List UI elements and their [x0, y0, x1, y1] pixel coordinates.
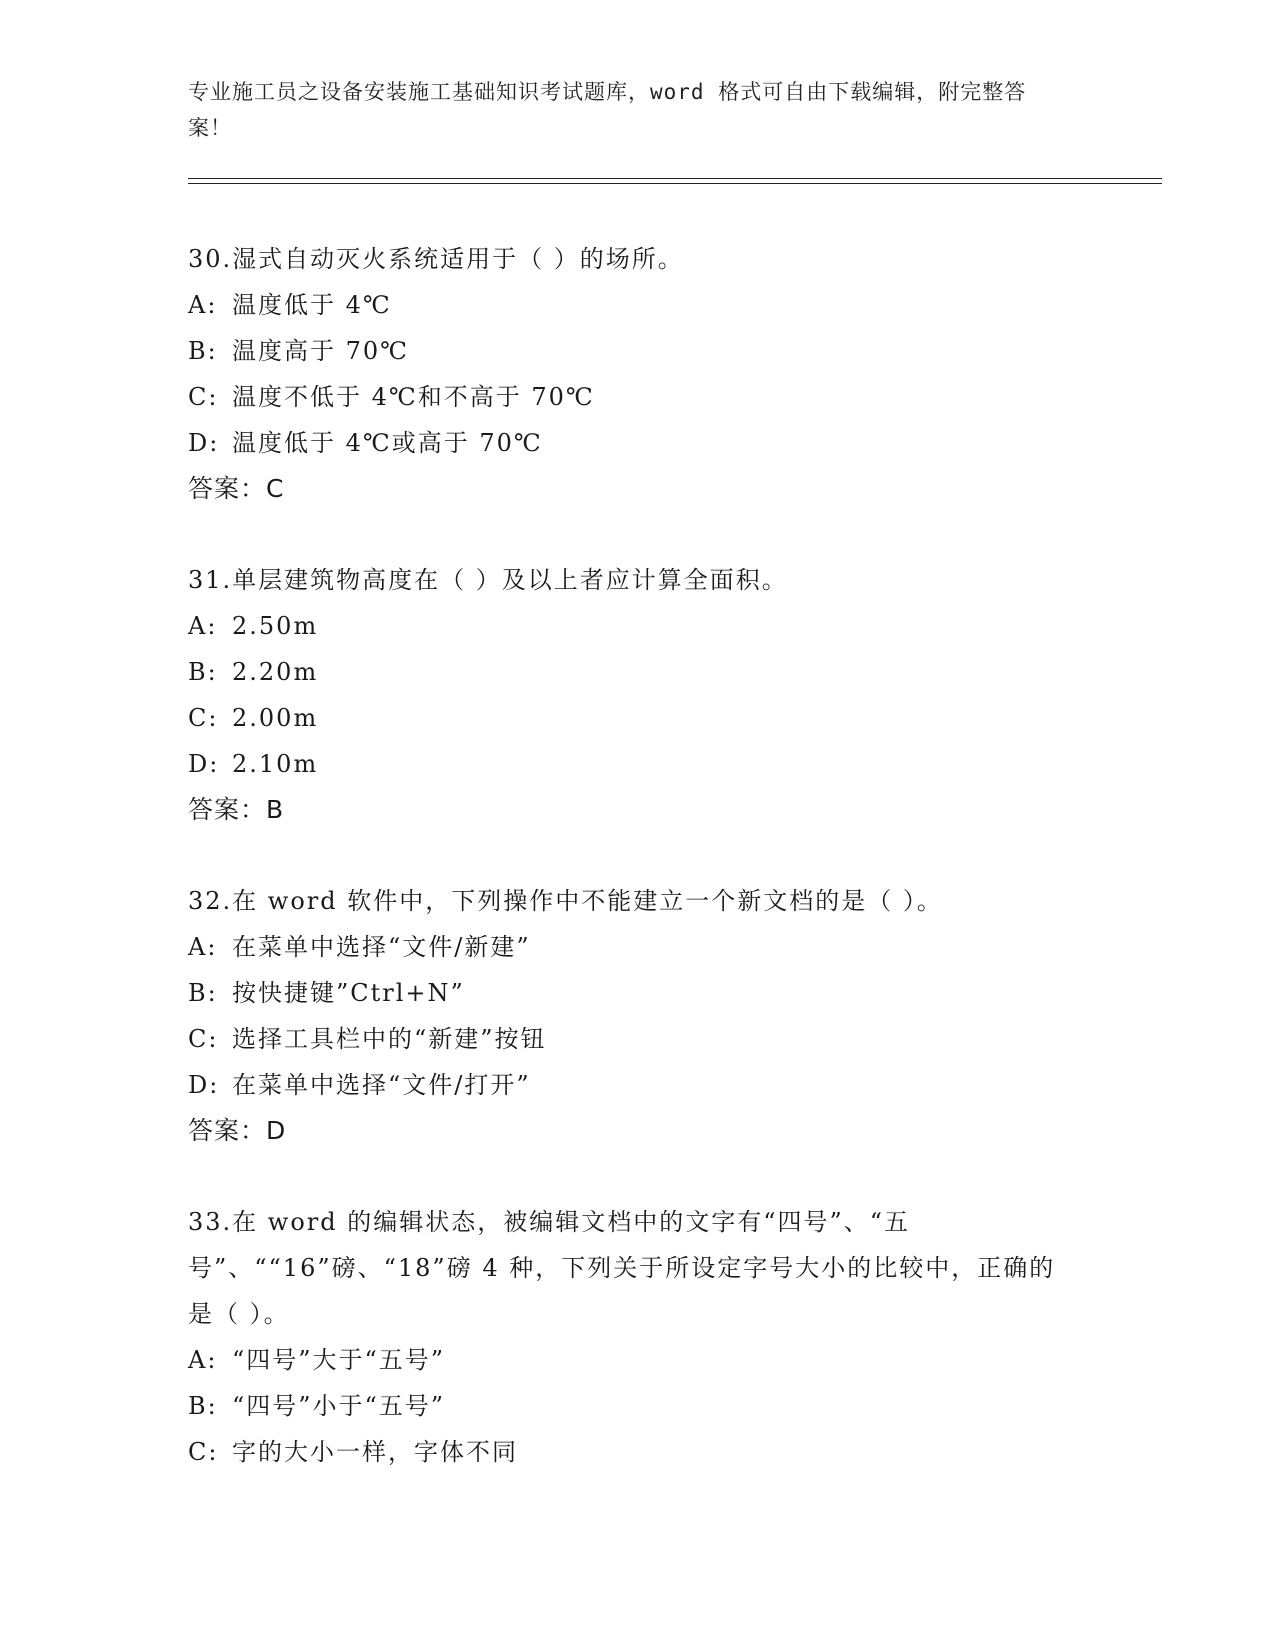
option-b — [188, 649, 1088, 695]
option-text: 2.10m — [232, 750, 319, 778]
option-a — [188, 603, 1088, 649]
option-letter: C: — [188, 704, 219, 732]
option-text: 按快捷键”Ctrl+N” — [232, 979, 465, 1007]
option-b — [188, 1383, 1088, 1429]
option-d — [188, 1062, 1088, 1108]
option-letter: A: — [188, 1346, 218, 1374]
option-c — [188, 374, 1088, 420]
option-c — [188, 695, 1088, 741]
option-letter: C: — [188, 383, 219, 411]
option-text: 温度不低于 4℃和不高于 70℃ — [232, 383, 595, 411]
option-letter: A: — [188, 291, 218, 319]
option-text: 2.20m — [232, 658, 319, 686]
option-text: 选择工具栏中的“新建”按钮 — [232, 1025, 547, 1053]
answer: 答案：C — [188, 474, 285, 503]
option-text: “四号”大于“五号” — [232, 1346, 446, 1374]
answer: 答案：D — [188, 1116, 287, 1145]
question-32 — [188, 878, 1088, 1154]
option-letter: B: — [188, 1392, 218, 1420]
option-letter: D: — [188, 429, 220, 457]
option-b — [188, 970, 1088, 1016]
option-letter: C: — [188, 1025, 219, 1053]
option-letter: D: — [188, 750, 220, 778]
question-stem: 33.在 word 的编辑状态，被编辑文档中的文字有“四号”、“五号”、““16”磅、“18”磅 4 种，下列关于所设定字号大小的比较中，正确的是（ ）。 — [188, 1208, 1056, 1328]
document-header: 专业施工员之设备安装施工基础知识考试题库，word 格式可自由下载编辑，附完整答案！ — [188, 80, 1027, 140]
option-text: 温度高于 70℃ — [232, 337, 410, 365]
option-b — [188, 328, 1088, 374]
option-c — [188, 1016, 1088, 1062]
option-text: 温度低于 4℃或高于 70℃ — [232, 429, 543, 457]
option-letter: D: — [188, 1071, 220, 1099]
question-33 — [188, 1199, 1088, 1475]
option-a — [188, 282, 1088, 328]
option-a — [188, 1337, 1088, 1383]
option-text: 在菜单中选择“文件/打开” — [232, 1071, 531, 1099]
option-text: 在菜单中选择“文件/新建” — [232, 933, 531, 961]
question-30 — [188, 236, 1088, 512]
question-31 — [188, 557, 1088, 833]
header-rule-top — [188, 178, 1162, 179]
option-text: 2.00m — [232, 704, 319, 732]
option-c — [188, 1429, 1088, 1475]
answer: 答案：B — [188, 795, 285, 824]
question-stem: 30.湿式自动灭火系统适用于（ ）的场所。 — [188, 245, 684, 273]
option-d — [188, 420, 1088, 466]
option-letter: A: — [188, 612, 218, 640]
option-letter: A: — [188, 933, 218, 961]
option-letter: B: — [188, 337, 218, 365]
option-a — [188, 924, 1088, 970]
option-d — [188, 741, 1088, 787]
question-stem: 31.单层建筑物高度在（ ）及以上者应计算全面积。 — [188, 566, 788, 594]
option-text: “四号”小于“五号” — [232, 1392, 446, 1420]
option-letter: B: — [188, 658, 218, 686]
option-text: 2.50m — [232, 612, 319, 640]
option-letter: B: — [188, 979, 218, 1007]
question-stem: 32.在 word 软件中，下列操作中不能建立一个新文档的是（ ）。 — [188, 887, 943, 915]
header-rule-bottom — [188, 183, 1162, 184]
option-text: 字的大小一样，字体不同 — [232, 1438, 518, 1466]
option-letter: C: — [188, 1438, 219, 1466]
option-text: 温度低于 4℃ — [232, 291, 392, 319]
